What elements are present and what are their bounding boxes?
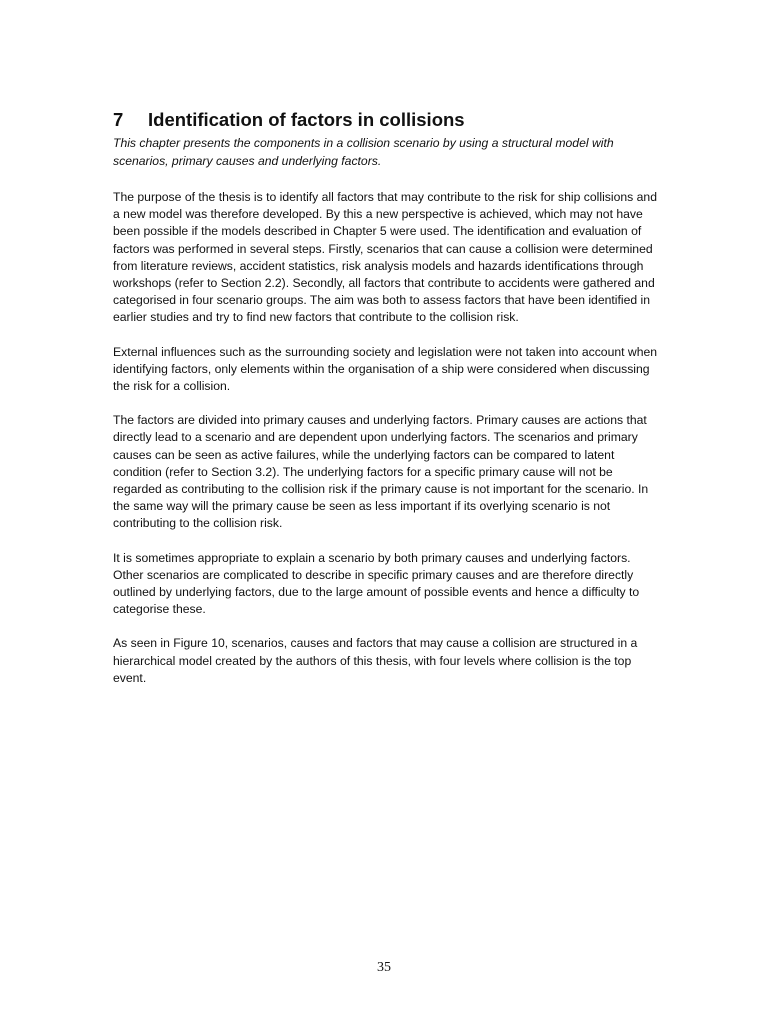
chapter-heading: [113, 108, 658, 132]
chapter-number: 7: [113, 109, 124, 130]
chapter-title: Identification of factors in collisions: [148, 109, 465, 130]
body-paragraph-3: The factors are divided into primary causes and underlying factors. Primary causes are actions that directly lead to a scenario and are dependent upon underlying factors. The scenarios and primary causes can be seen as active failures, while the underlying factors can be compared to latent condition (refer to Section 3.2). The underlying factors for a specific primary cause will not be regarded as contributing to the collision risk if the primary cause is not important for the scenario. In the same way will the primary cause be seen as less important if its overlying scenario is not contributing to the collision risk.: [113, 413, 649, 531]
page-number: 35: [377, 960, 391, 975]
chapter-intro: This chapter presents the components in a collision scenario by using a structural model with scenarios, primary causes and underlying factors.: [113, 136, 614, 168]
page-content: [113, 108, 658, 687]
body-paragraph-1: The purpose of the thesis is to identify all factors that may contribute to the risk for ship collisions and a new model was therefore developed. By this a new perspective is achieved, which may not have been possible if the models described in Chapter 5 were used. The identification and evaluation of factors was performed in several steps. Firstly, scenarios that can cause a collision were determined from literature reviews, accident statistics, risk analysis models and hazards identifications through workshops (refer to Section 2.2). Secondly, all factors that contribute to accidents were gathered and categorised in four scenario groups. The aim was both to assess factors that have been identified in earlier studies and try to find new factors that contribute to the collision risk.: [113, 190, 657, 325]
body-paragraph-4: It is sometimes appropriate to explain a scenario by both primary causes and underlying factors. Other scenarios are complicated to describe in specific primary causes and are therefore directly outlined by underlying factors, due to the large amount of possible events and hence a difficulty to categorise these.: [113, 550, 640, 617]
body-paragraph-2: External influences such as the surrounding society and legislation were not taken into account when identifying factors, only elements within the organisation of a ship were considered when discussing the risk for a collision.: [113, 344, 658, 394]
body-paragraph-5: As seen in Figure 10, scenarios, causes and factors that may cause a collision are structured in a hierarchical model created by the authors of this thesis, with four levels where collision is the top event.: [113, 636, 638, 685]
